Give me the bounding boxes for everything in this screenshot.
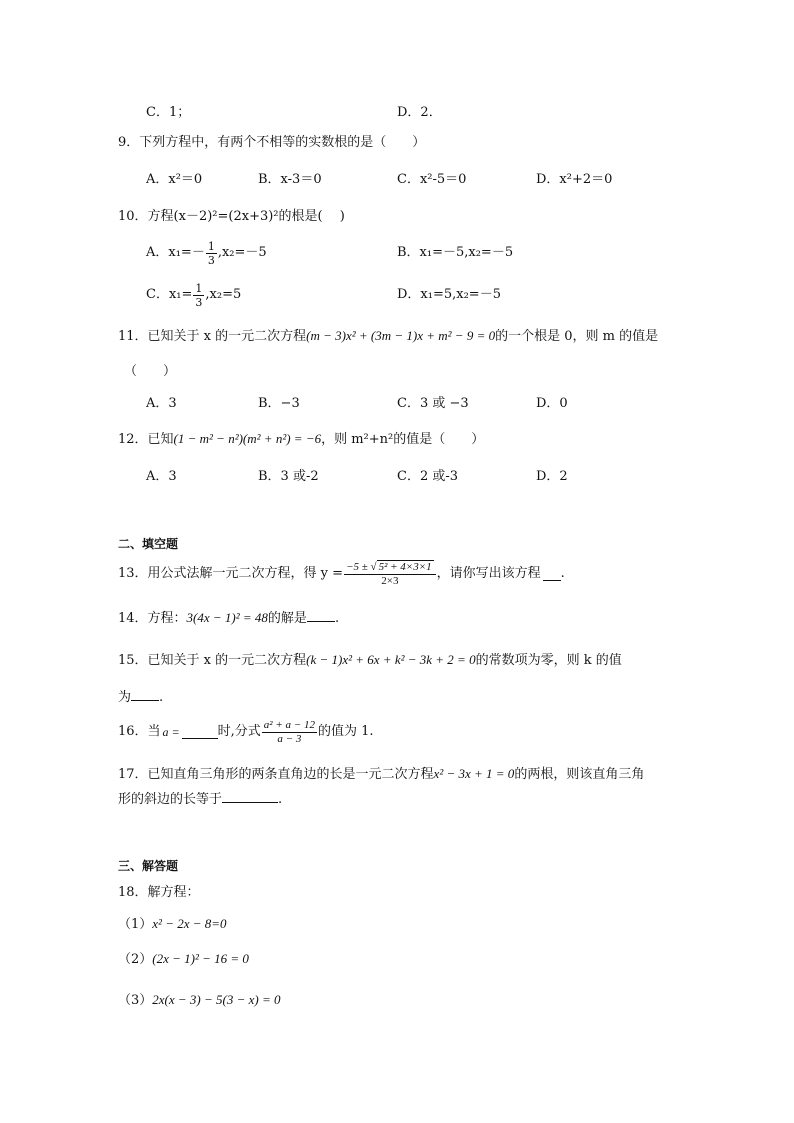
q11-option-a: A．3 (146, 396, 177, 411)
q12-option-a: A．3 (146, 469, 177, 484)
fraction: $\frac{1}{3}$ (195, 281, 203, 309)
q9-stem: 9．下列方程中，有两个不相等的实数根的是（ ） (118, 135, 426, 150)
q18-part2: （2）(2x − 1)² − 16 = 0 (118, 951, 249, 967)
q11-option-c: C．3 或 −3 (397, 396, 469, 411)
q16-stem: 16．当 a = 时,分式 $\frac{\text{a² + a − 12}}{a - 3}$ 的值为 1. (118, 718, 374, 745)
q11-stem: 11．已知关于 x 的一元二次方程(m − 3)x² + (3m − 1)x + m² − 9 = 0的一个根是 0，则 m 的值是 (118, 328, 659, 344)
q18-part1: （1）x² − 2x − 8=0 (118, 916, 227, 932)
answer-blank[interactable] (307, 609, 335, 622)
q13-stem: 13．用公式法解一元二次方程，得 y = $\frac{\text{−5 ± √ 5² + 4×3×1}}{2\times 3}$ ，请你写出该方程 . (118, 560, 565, 587)
q9-option-a: A．x²＝0 (146, 172, 203, 187)
q17-line2: 形的斜边的长等于 . (118, 792, 283, 807)
q10-option-a: A．x₁=－ $\frac{1}{3}$ ,x₂=－5 (146, 239, 267, 267)
answer-blank[interactable] (131, 688, 159, 701)
q12-option-d: D．2 (536, 469, 568, 484)
q18-stem: 18．解方程： (118, 885, 200, 900)
section-solve-heading: 三、解答题 (118, 859, 179, 873)
q15-equation: (k − 1)x² + 6x + k² − 3k + 2 = 0 (306, 652, 476, 667)
q14-equation: 3(4x − 1)² = 48 (186, 610, 268, 625)
q17-stem: 17．已知直角三角形的两条直角边的长是一元二次方程x² − 3x + 1 = 0的两根，则该直角三角 (118, 766, 645, 782)
q15-line2: 为 . (118, 690, 164, 705)
q12-stem: 12．已知(1 − m² − n²)(m² + n²) = −6，则 m²+n²的值是（ ） (118, 431, 485, 447)
q12-option-b: B．3 或-2 (258, 469, 319, 484)
answer-blank[interactable] (222, 790, 278, 803)
q16-fraction: $\frac{\text{a² + a − 12}}{a - 3}$ (263, 718, 315, 745)
answer-blank[interactable] (182, 726, 218, 739)
q17-equation: x² − 3x + 1 = 0 (433, 766, 515, 781)
q10-option-b: B．x₁=－5,x₂=－5 (397, 245, 514, 260)
q13-fraction: $\frac{\text{−5 ± √ 5² + 4×3×1}}{2\times 3}$ (344, 561, 436, 588)
section-fill-in-heading: 二、填空题 (118, 537, 179, 551)
q9-option-c: C．x²-5＝0 (397, 172, 467, 187)
q14-stem: 14．方程：3(4x − 1)² = 48的解是 . (118, 610, 340, 626)
q10-option-c: C．x₁= $\frac{1}{3}$ ,x₂=5 (146, 281, 242, 309)
q10-stem: 10．方程(x－2)²=(2x+3)²的根是( ) (118, 209, 345, 224)
q8-option-d: D．2． (397, 105, 442, 120)
fraction: $\frac{1}{3}$ (207, 239, 215, 267)
q15-stem: 15．已知关于 x 的一元二次方程(k − 1)x² + 6x + k² − 3k + 2 = 0的常数项为零，则 k 的值 (118, 652, 622, 668)
q12-option-c: C．2 或-3 (397, 469, 459, 484)
q9-option-d: D．x²+2＝0 (536, 172, 613, 187)
q18-part3: （3）2x(x − 3) − 5(3 − x) = 0 (118, 992, 281, 1008)
q12-equation: (1 − m² − n²)(m² + n²) = −6 (173, 431, 322, 446)
q11-option-b: B．−3 (258, 396, 300, 411)
q11-equation: (m − 3)x² + (3m − 1)x + m² − 9 = 0 (306, 328, 496, 343)
answer-blank[interactable] (543, 568, 561, 581)
q11-option-d: D．0 (536, 396, 568, 411)
q9-option-b: B．x-3＝0 (258, 172, 322, 187)
q11-answer-paren: （ ） (124, 364, 177, 379)
q10-option-d: D．x₁=5,x₂=－5 (397, 287, 501, 302)
q8-option-c: C．1； (146, 105, 191, 120)
